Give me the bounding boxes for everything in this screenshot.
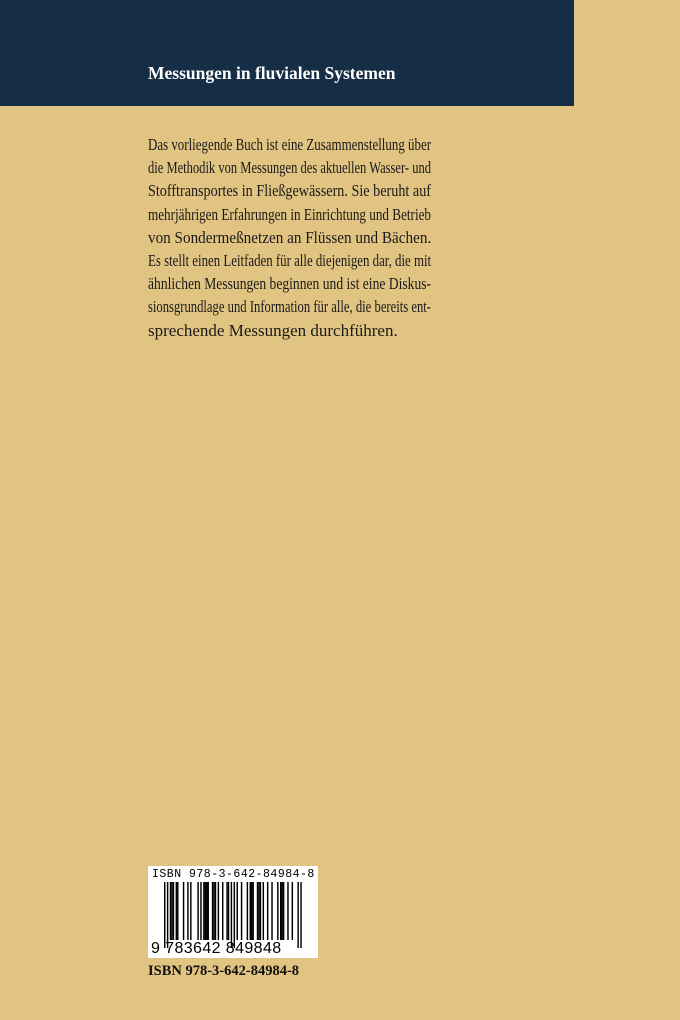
barcode-bar	[213, 882, 214, 940]
barcode-bar	[200, 882, 201, 940]
barcode-bar	[267, 882, 268, 940]
barcode-bar	[215, 882, 216, 940]
barcode-bar	[206, 882, 207, 940]
blurb-line: Stofftransportes in Fließgewässern. Sie beruht auf	[148, 181, 431, 201]
header-band	[0, 0, 574, 106]
barcode-bar	[228, 882, 229, 940]
barcode-bar	[297, 882, 298, 948]
blurb-line: sionsgrundlage und Information für alle, die bereits ent-	[148, 297, 431, 317]
barcode-bar	[183, 882, 184, 940]
barcode-bar	[258, 882, 259, 940]
barcode-bar	[250, 882, 251, 940]
isbn-label: ISBN 978-3-642-84984-8	[148, 963, 300, 979]
barcode-bar	[190, 882, 191, 940]
barcode-bar	[260, 882, 261, 940]
barcode-bar	[277, 882, 278, 940]
barcode-bar	[283, 882, 284, 940]
barcode-bar	[237, 882, 238, 940]
barcode-bar	[197, 882, 198, 940]
barcode-bar	[271, 882, 272, 940]
barcode-digits: 9 783642 849848	[151, 940, 282, 957]
barcode-bar	[164, 882, 165, 948]
barcode-bar	[292, 882, 293, 940]
barcode-bar	[252, 882, 253, 940]
barcode-bar	[170, 882, 171, 940]
barcode-bar	[263, 882, 264, 940]
barcode-bar	[257, 882, 258, 940]
barcode-bar	[226, 882, 227, 940]
blurb-text	[148, 133, 431, 342]
barcode-bar	[280, 882, 281, 940]
barcode-bar	[287, 882, 288, 940]
book-title: Messungen in fluvialen Systemen	[148, 63, 396, 83]
barcode-bar	[231, 882, 232, 948]
barcode	[148, 866, 318, 958]
barcode-bar	[176, 882, 177, 940]
blurb-line: Das vorliegende Buch ist eine Zusammenstellung über	[148, 135, 432, 154]
barcode-bar	[173, 882, 174, 940]
barcode-bar	[203, 882, 204, 940]
barcode-bar	[208, 882, 209, 940]
barcode-bar	[247, 882, 248, 940]
blurb-line: mehrjährigen Erfahrungen in Einrichtung und Betrieb	[148, 204, 431, 224]
barcode-bar	[281, 882, 282, 940]
barcode-bar	[218, 882, 219, 940]
barcode-bar	[167, 882, 168, 948]
barcode-bar	[171, 882, 172, 940]
blurb-line: Es stellt einen Leitfaden für alle diejenigen dar, die mit	[148, 250, 432, 270]
barcode-bar	[222, 882, 223, 940]
barcode-bar	[234, 882, 235, 948]
barcode-bar	[177, 882, 178, 940]
barcode-bar	[300, 882, 301, 948]
barcode-bar	[187, 882, 188, 940]
barcode-bar	[212, 882, 213, 940]
blurb-line: von Sondermeßnetzen an Flüssen und Bächen.	[148, 227, 432, 247]
blurb-line: die Methodik von Messungen des aktuellen Wasser- und	[148, 158, 431, 178]
blurb-line: ähnlichen Messungen beginnen und ist eine Diskus-	[148, 274, 432, 294]
blurb-line: sprechende Messungen durchführen.	[148, 320, 398, 340]
barcode-bar	[241, 882, 242, 940]
barcode-bar	[251, 882, 252, 940]
barcode-bar	[205, 882, 206, 940]
barcode-isbn-label: ISBN 978-3-642-84984-8	[152, 868, 315, 881]
